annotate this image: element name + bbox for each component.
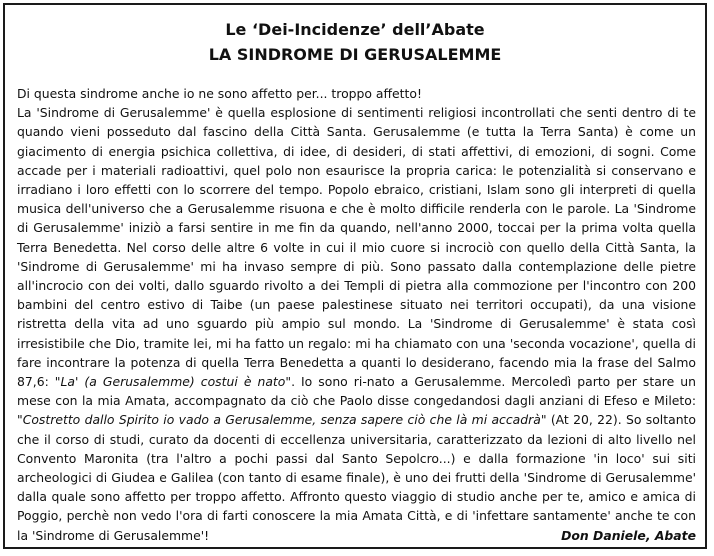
article-subtitle: LA SINDROME DI GERUSALEMME xyxy=(208,45,502,64)
article-body xyxy=(17,84,696,545)
article-intro: Di questa sindrome anche io ne sono affetto per... troppo affetto! xyxy=(17,86,422,101)
article-frame xyxy=(3,3,707,549)
paragraph-part-3: (At 20, 22). So soltanto che il corso di studi, curato da docenti di eccellenza universitaria, caratterizzato da lezioni di alto livello nel Convento Maronita (tra l'altro a pochi passi dal Santo Sepolcro...) e dalla formazione 'in loco' sui siti archeologici di Giudea e Galilea (con tanto di esame finale), è uno dei frutti della 'Sindrome di Gerusalemme' dalla quale sono affetto per troppo affetto. Affronto questo viaggio di studio anche per te, amico e amica di Poggio, perchè non vedo l'ora di farti conoscere la mia Amata Città, e di 'infettare santamente' anche te con la 'Sindrome di Gerusalemme'! xyxy=(17,412,696,543)
author-signature: Don Daniele, Abate xyxy=(561,527,696,543)
article-title: Le ‘Dei-Incidenze’ dell’Abate xyxy=(225,20,485,39)
psalm-quote: "La' (a Gerusalemme) costui è nato" xyxy=(54,374,292,390)
paragraph-part-1: La 'Sindrome di Gerusalemme' è quella esplosione di sentimenti religiosi incontrollati che senti dentro di te quando vieni posseduto dal fascino della Città Santa. Gerusalemme (e tutta la Terra Santa) è come un giacimento di energia psichica collettiva, di idee, di desideri, di stati affettivi, di emozioni, di sogni. Come accade per i materiali radioattivi, quel polo non esaurisce la propria carica: le potenzialità si conservano e irradiano i loro effetti con lo scorrere del tempo. Popolo ebraico, cristiani, Islam sono gli interpreti di quella musica dell'universo che a Gerusalemme risuona e che è molto difficile renderla con le parole. La 'Sindrome di Gerusalemme' iniziò a farsi sentire in me fin da quando, nell'anno 2000, toccai per la prima volta quella Terra Benedetta. Nel corso delle altre 6 volte in cui il mio cuore si incrociò con quello della Città Santa, la 'Sindrome di Gerusalemme' mi ha invaso sempre di più. Sono passato dalla contemplazione delle pietre all'incrocio con dei volti, dallo sguardo rivolto a dei Templi di pietra alla commozione per l'incontro con 200 bambini del centro estivo di Taibe (un paese palestinese situato nei territori occupati), da una visione ristretta della vita ad uno sguardo più ampio sul mondo. La 'Sindrome di Gerusalemme' è stata così irresistibile che Dio, tramite lei, mi ha fatto un regalo: mi ha chiamato con una 'seconda vocazione', quella di fare incontrare la potenza di quella Terra Benedetta a quanti lo desiderano, facendo mia la frase del Salmo 87,6: xyxy=(17,105,696,390)
paragraph-part-2: . Io sono ri-nato a Gerusalemme. Mercoledì parto per stare un mese con la mia Amata, accompagnato da ciò che Paolo disse congedandosi dagli anziani di Efeso e Mileto: xyxy=(17,374,696,409)
acts-quote: "Costretto dallo Spirito io vado a Gerusalemme, senza sapere ciò che là mi accadrà" xyxy=(17,412,547,428)
